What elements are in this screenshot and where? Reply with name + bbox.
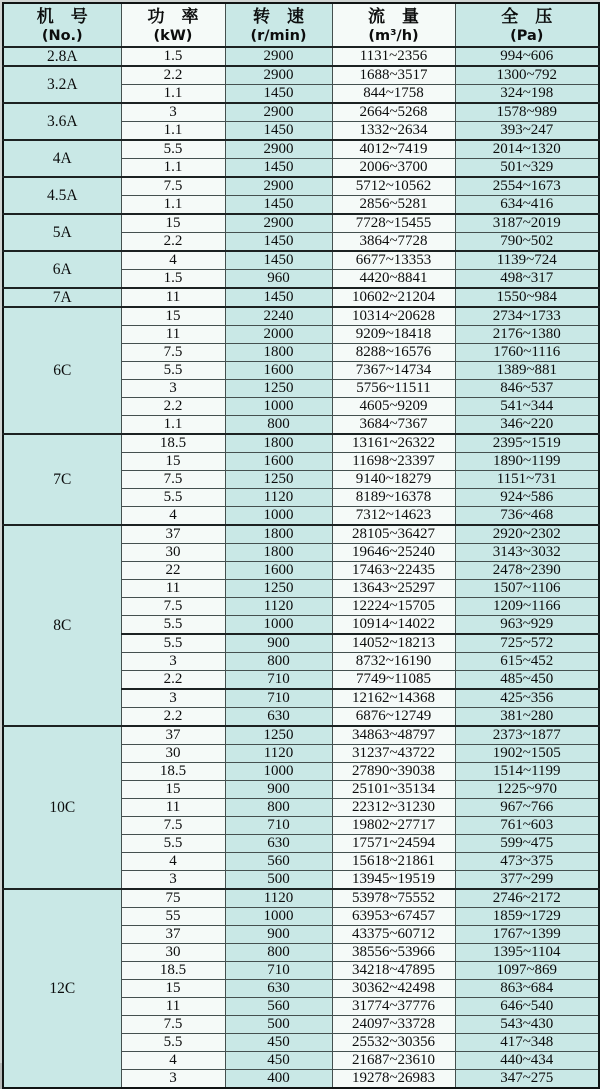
flow-cell: 3864~7728 bbox=[332, 233, 455, 252]
power-cell: 37 bbox=[121, 926, 225, 944]
speed-cell: 450 bbox=[225, 1034, 332, 1052]
speed-cell: 1120 bbox=[225, 598, 332, 616]
flow-cell: 7749~11085 bbox=[332, 671, 455, 690]
flow-cell: 9140~18279 bbox=[332, 471, 455, 489]
pressure-cell: 3143~3032 bbox=[455, 544, 599, 562]
pressure-cell: 1760~1116 bbox=[455, 344, 599, 362]
power-cell: 3 bbox=[121, 871, 225, 890]
speed-cell: 630 bbox=[225, 708, 332, 727]
col-header-speed-title: 转 速 bbox=[253, 7, 304, 27]
speed-cell: 2240 bbox=[225, 307, 332, 326]
speed-cell: 2900 bbox=[225, 47, 332, 66]
power-cell: 1.1 bbox=[121, 85, 225, 104]
flow-cell: 13161~26322 bbox=[332, 434, 455, 453]
power-cell: 1.1 bbox=[121, 159, 225, 178]
flow-cell: 5756~11511 bbox=[332, 380, 455, 398]
speed-cell: 1450 bbox=[225, 251, 332, 270]
table-row bbox=[3, 889, 599, 908]
speed-cell: 1250 bbox=[225, 380, 332, 398]
speed-cell: 2000 bbox=[225, 326, 332, 344]
power-cell: 2.2 bbox=[121, 671, 225, 690]
pressure-cell: 2746~2172 bbox=[455, 889, 599, 908]
table-header bbox=[3, 3, 599, 47]
speed-cell: 2900 bbox=[225, 177, 332, 196]
power-cell: 4 bbox=[121, 251, 225, 270]
model-cell: 6A bbox=[3, 251, 121, 288]
pressure-cell: 1578~989 bbox=[455, 103, 599, 122]
pressure-cell: 599~475 bbox=[455, 835, 599, 853]
table-row bbox=[3, 177, 599, 196]
pressure-cell: 1139~724 bbox=[455, 251, 599, 270]
fan-spec-table bbox=[2, 2, 600, 1089]
flow-cell: 1131~2356 bbox=[332, 47, 455, 66]
pressure-cell: 1859~1729 bbox=[455, 908, 599, 926]
speed-cell: 1800 bbox=[225, 525, 332, 544]
speed-cell: 1600 bbox=[225, 562, 332, 580]
pressure-cell: 1151~731 bbox=[455, 471, 599, 489]
pressure-cell: 377~299 bbox=[455, 871, 599, 890]
flow-cell: 5712~10562 bbox=[332, 177, 455, 196]
flow-cell: 11698~23397 bbox=[332, 453, 455, 471]
model-cell: 4A bbox=[3, 140, 121, 177]
flow-cell: 31237~43722 bbox=[332, 745, 455, 763]
table-row bbox=[3, 288, 599, 307]
flow-cell: 38556~53966 bbox=[332, 944, 455, 962]
model-cell: 7A bbox=[3, 288, 121, 307]
flow-cell: 19802~27717 bbox=[332, 817, 455, 835]
flow-cell: 9209~18418 bbox=[332, 326, 455, 344]
flow-cell: 34218~47895 bbox=[332, 962, 455, 980]
pressure-cell: 725~572 bbox=[455, 634, 599, 653]
pressure-cell: 634~416 bbox=[455, 196, 599, 215]
flow-cell: 6677~13353 bbox=[332, 251, 455, 270]
flow-cell: 25532~30356 bbox=[332, 1034, 455, 1052]
pressure-cell: 2554~1673 bbox=[455, 177, 599, 196]
col-header-model bbox=[3, 3, 121, 47]
table-row bbox=[3, 251, 599, 270]
flow-cell: 17571~24594 bbox=[332, 835, 455, 853]
speed-cell: 400 bbox=[225, 1070, 332, 1089]
power-cell: 15 bbox=[121, 453, 225, 471]
model-cell: 12C bbox=[3, 889, 121, 1088]
power-cell: 75 bbox=[121, 889, 225, 908]
model-cell: 3.6A bbox=[3, 103, 121, 140]
flow-cell: 2664~5268 bbox=[332, 103, 455, 122]
speed-cell: 800 bbox=[225, 416, 332, 435]
power-cell: 18.5 bbox=[121, 763, 225, 781]
power-cell: 15 bbox=[121, 307, 225, 326]
col-header-speed-unit: (r/min) bbox=[250, 28, 307, 44]
pressure-cell: 417~348 bbox=[455, 1034, 599, 1052]
power-cell: 1.1 bbox=[121, 416, 225, 435]
power-cell: 2.2 bbox=[121, 398, 225, 416]
power-cell: 11 bbox=[121, 326, 225, 344]
power-cell: 11 bbox=[121, 580, 225, 598]
pressure-cell: 425~356 bbox=[455, 689, 599, 708]
speed-cell: 1450 bbox=[225, 288, 332, 307]
pressure-cell: 1890~1199 bbox=[455, 453, 599, 471]
pressure-cell: 863~684 bbox=[455, 980, 599, 998]
pressure-cell: 440~434 bbox=[455, 1052, 599, 1070]
speed-cell: 1450 bbox=[225, 122, 332, 141]
speed-cell: 1800 bbox=[225, 344, 332, 362]
speed-cell: 710 bbox=[225, 962, 332, 980]
pressure-cell: 1225~970 bbox=[455, 781, 599, 799]
power-cell: 3 bbox=[121, 689, 225, 708]
speed-cell: 960 bbox=[225, 270, 332, 289]
flow-cell: 2856~5281 bbox=[332, 196, 455, 215]
speed-cell: 1450 bbox=[225, 233, 332, 252]
table-body bbox=[3, 47, 599, 1088]
speed-cell: 1800 bbox=[225, 434, 332, 453]
speed-cell: 1600 bbox=[225, 453, 332, 471]
speed-cell: 1000 bbox=[225, 398, 332, 416]
power-cell: 15 bbox=[121, 980, 225, 998]
flow-cell: 12224~15705 bbox=[332, 598, 455, 616]
flow-cell: 27890~39038 bbox=[332, 763, 455, 781]
pressure-cell: 994~606 bbox=[455, 47, 599, 66]
model-cell: 6C bbox=[3, 307, 121, 434]
power-cell: 1.5 bbox=[121, 47, 225, 66]
pressure-cell: 347~275 bbox=[455, 1070, 599, 1089]
flow-cell: 19278~26983 bbox=[332, 1070, 455, 1089]
pressure-cell: 2373~1877 bbox=[455, 726, 599, 745]
power-cell: 3 bbox=[121, 103, 225, 122]
pressure-cell: 846~537 bbox=[455, 380, 599, 398]
power-cell: 37 bbox=[121, 726, 225, 745]
col-header-power bbox=[121, 3, 225, 47]
table-row bbox=[3, 434, 599, 453]
speed-cell: 500 bbox=[225, 1016, 332, 1034]
power-cell: 7.5 bbox=[121, 344, 225, 362]
col-header-flow-unit: (m³/h) bbox=[368, 28, 419, 44]
speed-cell: 1600 bbox=[225, 362, 332, 380]
flow-cell: 10914~14022 bbox=[332, 616, 455, 635]
power-cell: 30 bbox=[121, 544, 225, 562]
power-cell: 37 bbox=[121, 525, 225, 544]
flow-cell: 10314~20628 bbox=[332, 307, 455, 326]
col-header-flow bbox=[332, 3, 455, 47]
power-cell: 5.5 bbox=[121, 362, 225, 380]
pressure-cell: 346~220 bbox=[455, 416, 599, 435]
speed-cell: 1000 bbox=[225, 908, 332, 926]
col-header-pressure-title: 全 压 bbox=[501, 7, 553, 27]
pressure-cell: 473~375 bbox=[455, 853, 599, 871]
col-header-model-unit: (No.) bbox=[41, 28, 83, 44]
flow-cell: 24097~33728 bbox=[332, 1016, 455, 1034]
model-cell: 3.2A bbox=[3, 66, 121, 103]
speed-cell: 1000 bbox=[225, 616, 332, 635]
flow-cell: 12162~14368 bbox=[332, 689, 455, 708]
flow-cell: 8288~16576 bbox=[332, 344, 455, 362]
col-header-speed bbox=[225, 3, 332, 47]
speed-cell: 2900 bbox=[225, 103, 332, 122]
flow-cell: 4012~7419 bbox=[332, 140, 455, 159]
pressure-cell: 1209~1166 bbox=[455, 598, 599, 616]
power-cell: 1.1 bbox=[121, 196, 225, 215]
pressure-cell: 790~502 bbox=[455, 233, 599, 252]
table-row bbox=[3, 103, 599, 122]
power-cell: 4 bbox=[121, 507, 225, 526]
flow-cell: 3684~7367 bbox=[332, 416, 455, 435]
col-header-flow-title: 流 量 bbox=[368, 7, 419, 27]
flow-cell: 17463~22435 bbox=[332, 562, 455, 580]
flow-cell: 4420~8841 bbox=[332, 270, 455, 289]
speed-cell: 630 bbox=[225, 980, 332, 998]
model-cell: 8C bbox=[3, 525, 121, 726]
power-cell: 55 bbox=[121, 908, 225, 926]
speed-cell: 800 bbox=[225, 944, 332, 962]
speed-cell: 1450 bbox=[225, 196, 332, 215]
speed-cell: 1800 bbox=[225, 544, 332, 562]
power-cell: 11 bbox=[121, 288, 225, 307]
table-row bbox=[3, 47, 599, 66]
power-cell: 1.1 bbox=[121, 122, 225, 141]
table-row bbox=[3, 726, 599, 745]
power-cell: 5.5 bbox=[121, 140, 225, 159]
pressure-cell: 963~929 bbox=[455, 616, 599, 635]
speed-cell: 800 bbox=[225, 653, 332, 671]
model-cell: 4.5A bbox=[3, 177, 121, 214]
pressure-cell: 924~586 bbox=[455, 489, 599, 507]
power-cell: 1.5 bbox=[121, 270, 225, 289]
power-cell: 11 bbox=[121, 799, 225, 817]
speed-cell: 900 bbox=[225, 926, 332, 944]
flow-cell: 19646~25240 bbox=[332, 544, 455, 562]
power-cell: 11 bbox=[121, 998, 225, 1016]
power-cell: 7.5 bbox=[121, 598, 225, 616]
flow-cell: 63953~67457 bbox=[332, 908, 455, 926]
pressure-cell: 2176~1380 bbox=[455, 326, 599, 344]
header-row bbox=[3, 3, 599, 47]
pressure-cell: 1395~1104 bbox=[455, 944, 599, 962]
speed-cell: 1120 bbox=[225, 489, 332, 507]
col-header-pressure bbox=[455, 3, 599, 47]
power-cell: 7.5 bbox=[121, 177, 225, 196]
flow-cell: 7728~15455 bbox=[332, 214, 455, 233]
speed-cell: 1120 bbox=[225, 745, 332, 763]
flow-cell: 1332~2634 bbox=[332, 122, 455, 141]
col-header-model-title: 机 号 bbox=[36, 7, 88, 27]
model-cell: 2.8A bbox=[3, 47, 121, 66]
table-row bbox=[3, 525, 599, 544]
flow-cell: 1688~3517 bbox=[332, 66, 455, 85]
pressure-cell: 393~247 bbox=[455, 122, 599, 141]
pressure-cell: 1550~984 bbox=[455, 288, 599, 307]
table-row bbox=[3, 140, 599, 159]
speed-cell: 1120 bbox=[225, 889, 332, 908]
flow-cell: 21687~23610 bbox=[332, 1052, 455, 1070]
pressure-cell: 2478~2390 bbox=[455, 562, 599, 580]
speed-cell: 1450 bbox=[225, 85, 332, 104]
power-cell: 7.5 bbox=[121, 1016, 225, 1034]
speed-cell: 800 bbox=[225, 799, 332, 817]
flow-cell: 25101~35134 bbox=[332, 781, 455, 799]
flow-cell: 53978~75552 bbox=[332, 889, 455, 908]
power-cell: 18.5 bbox=[121, 962, 225, 980]
flow-cell: 2006~3700 bbox=[332, 159, 455, 178]
speed-cell: 560 bbox=[225, 998, 332, 1016]
pressure-cell: 485~450 bbox=[455, 671, 599, 690]
pressure-cell: 646~540 bbox=[455, 998, 599, 1016]
speed-cell: 500 bbox=[225, 871, 332, 890]
power-cell: 5.5 bbox=[121, 1034, 225, 1052]
speed-cell: 2900 bbox=[225, 140, 332, 159]
flow-cell: 30362~42498 bbox=[332, 980, 455, 998]
power-cell: 5.5 bbox=[121, 616, 225, 635]
pressure-cell: 761~603 bbox=[455, 817, 599, 835]
flow-cell: 13945~19519 bbox=[332, 871, 455, 890]
flow-cell: 31774~37776 bbox=[332, 998, 455, 1016]
speed-cell: 560 bbox=[225, 853, 332, 871]
model-cell: 5A bbox=[3, 214, 121, 251]
pressure-cell: 1300~792 bbox=[455, 66, 599, 85]
power-cell: 7.5 bbox=[121, 471, 225, 489]
flow-cell: 8189~16378 bbox=[332, 489, 455, 507]
speed-cell: 2900 bbox=[225, 66, 332, 85]
speed-cell: 1000 bbox=[225, 507, 332, 526]
power-cell: 2.2 bbox=[121, 233, 225, 252]
speed-cell: 1250 bbox=[225, 471, 332, 489]
power-cell: 15 bbox=[121, 214, 225, 233]
col-header-power-unit: (kW) bbox=[153, 28, 193, 44]
flow-cell: 14052~18213 bbox=[332, 634, 455, 653]
power-cell: 30 bbox=[121, 944, 225, 962]
speed-cell: 900 bbox=[225, 781, 332, 799]
power-cell: 4 bbox=[121, 1052, 225, 1070]
power-cell: 18.5 bbox=[121, 434, 225, 453]
speed-cell: 710 bbox=[225, 689, 332, 708]
power-cell: 3 bbox=[121, 653, 225, 671]
speed-cell: 1250 bbox=[225, 580, 332, 598]
pressure-cell: 543~430 bbox=[455, 1016, 599, 1034]
pressure-cell: 1514~1199 bbox=[455, 763, 599, 781]
flow-cell: 43375~60712 bbox=[332, 926, 455, 944]
flow-cell: 4605~9209 bbox=[332, 398, 455, 416]
speed-cell: 1450 bbox=[225, 159, 332, 178]
flow-cell: 15618~21861 bbox=[332, 853, 455, 871]
power-cell: 5.5 bbox=[121, 835, 225, 853]
pressure-cell: 1767~1399 bbox=[455, 926, 599, 944]
pressure-cell: 736~468 bbox=[455, 507, 599, 526]
flow-cell: 8732~16190 bbox=[332, 653, 455, 671]
pressure-cell: 501~329 bbox=[455, 159, 599, 178]
pressure-cell: 1507~1106 bbox=[455, 580, 599, 598]
flow-cell: 6876~12749 bbox=[332, 708, 455, 727]
flow-cell: 34863~48797 bbox=[332, 726, 455, 745]
pressure-cell: 3187~2019 bbox=[455, 214, 599, 233]
pressure-cell: 2014~1320 bbox=[455, 140, 599, 159]
speed-cell: 2900 bbox=[225, 214, 332, 233]
speed-cell: 710 bbox=[225, 671, 332, 690]
power-cell: 5.5 bbox=[121, 489, 225, 507]
col-header-pressure-unit: (Pa) bbox=[510, 28, 544, 44]
speed-cell: 630 bbox=[225, 835, 332, 853]
pressure-cell: 1389~881 bbox=[455, 362, 599, 380]
power-cell: 15 bbox=[121, 781, 225, 799]
table-row bbox=[3, 214, 599, 233]
flow-cell: 22312~31230 bbox=[332, 799, 455, 817]
flow-cell: 28105~36427 bbox=[332, 525, 455, 544]
power-cell: 3 bbox=[121, 1070, 225, 1089]
power-cell: 2.2 bbox=[121, 66, 225, 85]
flow-cell: 13643~25297 bbox=[332, 580, 455, 598]
power-cell: 2.2 bbox=[121, 708, 225, 727]
pressure-cell: 541~344 bbox=[455, 398, 599, 416]
pressure-cell: 381~280 bbox=[455, 708, 599, 727]
flow-cell: 7367~14734 bbox=[332, 362, 455, 380]
pressure-cell: 2734~1733 bbox=[455, 307, 599, 326]
flow-cell: 10602~21204 bbox=[332, 288, 455, 307]
power-cell: 5.5 bbox=[121, 634, 225, 653]
power-cell: 7.5 bbox=[121, 817, 225, 835]
col-header-power-title: 功 率 bbox=[147, 7, 199, 27]
power-cell: 30 bbox=[121, 745, 225, 763]
pressure-cell: 615~452 bbox=[455, 653, 599, 671]
speed-cell: 710 bbox=[225, 817, 332, 835]
pressure-cell: 498~317 bbox=[455, 270, 599, 289]
power-cell: 3 bbox=[121, 380, 225, 398]
table-row bbox=[3, 307, 599, 326]
model-cell: 10C bbox=[3, 726, 121, 889]
speed-cell: 900 bbox=[225, 634, 332, 653]
pressure-cell: 967~766 bbox=[455, 799, 599, 817]
pressure-cell: 2395~1519 bbox=[455, 434, 599, 453]
power-cell: 22 bbox=[121, 562, 225, 580]
model-cell: 7C bbox=[3, 434, 121, 525]
power-cell: 4 bbox=[121, 853, 225, 871]
flow-cell: 844~1758 bbox=[332, 85, 455, 104]
pressure-cell: 324~198 bbox=[455, 85, 599, 104]
speed-cell: 1250 bbox=[225, 726, 332, 745]
pressure-cell: 2920~2302 bbox=[455, 525, 599, 544]
flow-cell: 7312~14623 bbox=[332, 507, 455, 526]
speed-cell: 1000 bbox=[225, 763, 332, 781]
table-row bbox=[3, 66, 599, 85]
pressure-cell: 1902~1505 bbox=[455, 745, 599, 763]
pressure-cell: 1097~869 bbox=[455, 962, 599, 980]
speed-cell: 450 bbox=[225, 1052, 332, 1070]
